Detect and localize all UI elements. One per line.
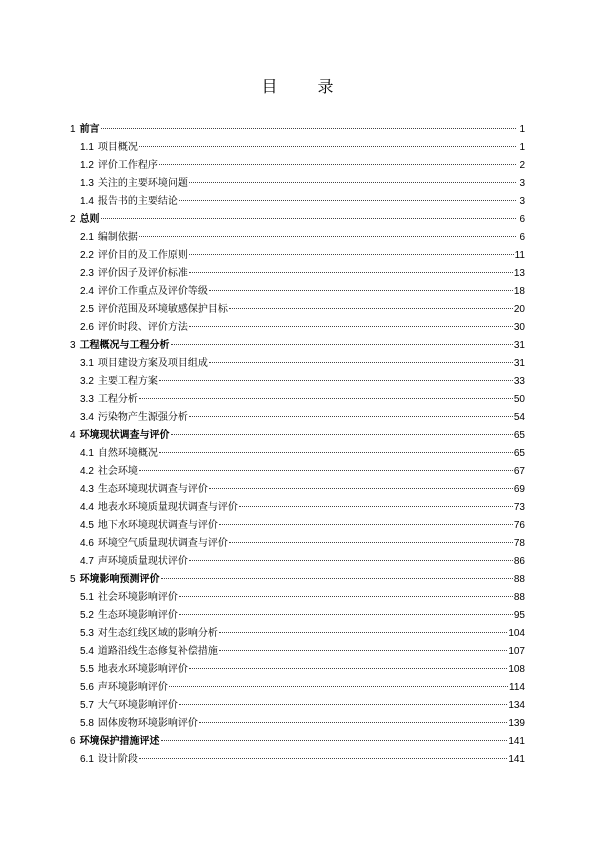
toc-entry-number: 1.2 <box>80 160 94 171</box>
toc-chapter-entry[interactable] <box>70 337 525 355</box>
toc-leader-dots <box>139 398 513 399</box>
toc-leader-dots <box>239 506 513 507</box>
toc-leader-dots <box>189 416 513 417</box>
toc-entry-label: 环境现状调查与评价 <box>79 430 170 441</box>
toc-entry-label: 地表水环境影响评价 <box>97 664 188 675</box>
toc-leader-dots <box>179 596 513 597</box>
toc-entry-label: 固体废物环境影响评价 <box>97 718 198 729</box>
toc-section-entry[interactable] <box>70 175 525 193</box>
toc-entry-page-number: 139 <box>508 718 525 729</box>
toc-entry-number: 3 <box>70 340 76 351</box>
toc-leader-dots <box>189 272 513 273</box>
toc-title-char-1: 目 <box>261 77 278 96</box>
toc-chapter-entry[interactable] <box>70 121 525 139</box>
toc-entry-number: 5.8 <box>80 718 94 729</box>
toc-entry-page-number: 73 <box>513 502 525 513</box>
toc-entry-number: 2.6 <box>80 322 94 333</box>
toc-leader-dots <box>219 632 507 633</box>
toc-entry-page-number: 31 <box>513 358 525 369</box>
toc-entry-label: 评价目的及工作原则 <box>97 250 188 261</box>
toc-leader-dots <box>199 722 507 723</box>
toc-entry-label: 评价时段、评价方法 <box>97 322 188 333</box>
toc-entry-label: 设计阶段 <box>97 754 138 765</box>
toc-entry-number: 5.1 <box>80 592 94 603</box>
toc-entry-number: 4.4 <box>80 502 94 513</box>
toc-leader-dots <box>139 758 507 759</box>
toc-section-entry[interactable] <box>70 625 525 643</box>
toc-entry-page-number: 76 <box>513 520 525 531</box>
toc-entry-label: 道路沿线生态修复补偿措施 <box>97 646 218 657</box>
toc-section-entry[interactable] <box>70 643 525 661</box>
toc-leader-dots <box>159 164 516 165</box>
toc-section-entry[interactable] <box>70 751 525 769</box>
toc-section-entry[interactable] <box>70 499 525 517</box>
toc-entry-label: 声环境质量现状评价 <box>97 556 188 567</box>
toc-entry-number: 2.3 <box>80 268 94 279</box>
toc-entry-label: 地表水环境质量现状调查与评价 <box>97 502 238 513</box>
toc-section-entry[interactable] <box>70 535 525 553</box>
toc-leader-dots <box>159 452 513 453</box>
toc-entry-page-number: 33 <box>513 376 525 387</box>
toc-title-char-2: 录 <box>317 77 334 96</box>
toc-entry-page-number: 67 <box>513 466 525 477</box>
toc-entry-label: 声环境影响评价 <box>97 682 168 693</box>
toc-section-entry[interactable] <box>70 553 525 571</box>
toc-entry-page-number: 95 <box>513 610 525 621</box>
toc-section-entry[interactable] <box>70 265 525 283</box>
toc-entry-label: 报告书的主要结论 <box>97 196 178 207</box>
toc-chapter-entry[interactable] <box>70 733 525 751</box>
toc-leader-dots <box>209 362 513 363</box>
toc-chapter-entry[interactable] <box>70 211 525 229</box>
toc-leader-dots <box>219 650 507 651</box>
toc-section-entry[interactable] <box>70 589 525 607</box>
toc-entry-label: 环境保护措施评述 <box>79 736 160 747</box>
toc-entry-number: 5 <box>70 574 76 585</box>
toc-section-entry[interactable] <box>70 409 525 427</box>
toc-entry-label: 前言 <box>79 124 100 135</box>
toc-leader-dots <box>189 560 513 561</box>
toc-entry-number: 2.5 <box>80 304 94 315</box>
toc-entry-label: 评价因子及评价标准 <box>97 268 188 279</box>
toc-entry-number: 4.6 <box>80 538 94 549</box>
toc-entry-number: 2.1 <box>80 232 94 243</box>
toc-entry-page-number: 1 <box>519 124 525 135</box>
toc-entry-page-number: 65 <box>513 448 525 459</box>
toc-entry-label: 评价工作程序 <box>97 160 158 171</box>
toc-entry-number: 4.7 <box>80 556 94 567</box>
toc-entry-number: 6 <box>70 736 76 747</box>
toc-entry-page-number: 88 <box>513 592 525 603</box>
toc-entry-label: 生态环境现状调查与评价 <box>97 484 208 495</box>
toc-entry-number: 5.6 <box>80 682 94 693</box>
toc-title <box>0 74 595 97</box>
toc-entry-label: 主要工程方案 <box>97 376 158 387</box>
toc-entry-label: 对生态红线区域的影响分析 <box>97 628 218 639</box>
toc-entry-page-number: 65 <box>513 430 525 441</box>
toc-entry-number: 3.4 <box>80 412 94 423</box>
toc-entry-label: 生态环境影响评价 <box>97 610 178 621</box>
toc-entry-page-number: 31 <box>513 340 525 351</box>
toc-entry-page-number: 108 <box>508 664 525 675</box>
toc-entry-number: 2.2 <box>80 250 94 261</box>
toc-leader-dots <box>161 740 508 741</box>
toc-leader-dots <box>101 218 516 219</box>
toc-entry-page-number: 54 <box>513 412 525 423</box>
toc-entry-page-number: 88 <box>513 574 525 585</box>
toc-section-entry[interactable] <box>70 679 525 697</box>
toc-section-entry[interactable] <box>70 247 525 265</box>
toc-section-entry[interactable] <box>70 355 525 373</box>
toc-entry-page-number: 13 <box>513 268 525 279</box>
toc-entry-page-number: 6 <box>519 214 525 225</box>
toc-entry-page-number: 78 <box>513 538 525 549</box>
toc-leader-dots <box>159 380 513 381</box>
toc-entry-number: 1.3 <box>80 178 94 189</box>
toc-entry-label: 社会环境影响评价 <box>97 592 178 603</box>
toc-entry-page-number: 1 <box>519 142 525 153</box>
toc-entry-label: 工程分析 <box>97 394 138 405</box>
toc-section-entry[interactable] <box>70 301 525 319</box>
toc-leader-dots <box>189 254 514 255</box>
toc-entry-number: 4.2 <box>80 466 94 477</box>
toc-entry-page-number: 30 <box>513 322 525 333</box>
toc-entry-number: 5.4 <box>80 646 94 657</box>
toc-section-entry[interactable] <box>70 445 525 463</box>
toc-leader-dots <box>189 668 507 669</box>
toc-leader-dots <box>209 488 513 489</box>
toc-section-entry[interactable] <box>70 517 525 535</box>
toc-entry-number: 3.3 <box>80 394 94 405</box>
toc-leader-dots <box>171 434 513 435</box>
toc-entry-number: 2.4 <box>80 286 94 297</box>
toc-entry-number: 1.1 <box>80 142 94 153</box>
toc-entry-label: 自然环境概况 <box>97 448 158 459</box>
toc-entry-page-number: 3 <box>519 196 525 207</box>
toc-entry-page-number: 11 <box>514 250 525 261</box>
toc-section-entry[interactable] <box>70 697 525 715</box>
toc-section-entry[interactable] <box>70 229 525 247</box>
toc-section-entry[interactable] <box>70 373 525 391</box>
toc-leader-dots <box>101 128 516 129</box>
toc-entry-page-number: 141 <box>508 736 525 747</box>
toc-entry-number: 1.4 <box>80 196 94 207</box>
toc-entry-label: 地下水环境现状调查与评价 <box>97 520 218 531</box>
toc-leader-dots <box>139 470 513 471</box>
toc-entry-number: 4.1 <box>80 448 94 459</box>
toc-leader-dots <box>179 704 507 705</box>
toc-entry-number: 4 <box>70 430 76 441</box>
toc-entry-number: 5.3 <box>80 628 94 639</box>
toc-leader-dots <box>209 290 513 291</box>
toc-section-entry[interactable] <box>70 193 525 211</box>
toc-section-entry[interactable] <box>70 715 525 733</box>
toc-entry-number: 2 <box>70 214 76 225</box>
toc-section-entry[interactable] <box>70 157 525 175</box>
toc-entry-label: 项目概况 <box>97 142 138 153</box>
toc-leader-dots <box>169 686 508 687</box>
toc-entry-page-number: 6 <box>519 232 525 243</box>
toc-entry-label: 环境空气质量现状调查与评价 <box>97 538 228 549</box>
toc-entry-label: 工程概况与工程分析 <box>79 340 170 351</box>
toc-leader-dots <box>229 308 513 309</box>
toc-entry-page-number: 18 <box>513 286 525 297</box>
toc-entry-page-number: 86 <box>513 556 525 567</box>
toc-section-entry[interactable] <box>70 463 525 481</box>
toc-section-entry[interactable] <box>70 283 525 301</box>
table-of-contents <box>70 121 525 769</box>
toc-section-entry[interactable] <box>70 391 525 409</box>
toc-leader-dots <box>139 236 516 237</box>
toc-entry-page-number: 107 <box>508 646 525 657</box>
toc-entry-label: 总则 <box>79 214 100 225</box>
toc-leader-dots <box>219 524 513 525</box>
toc-entry-label: 大气环境影响评价 <box>97 700 178 711</box>
toc-entry-label: 评价工作重点及评价等级 <box>97 286 208 297</box>
toc-section-entry[interactable] <box>70 607 525 625</box>
toc-entry-label: 社会环境 <box>97 466 138 477</box>
toc-section-entry[interactable] <box>70 139 525 157</box>
toc-entry-page-number: 141 <box>508 754 525 765</box>
toc-entry-label: 关注的主要环境问题 <box>97 178 188 189</box>
toc-entry-number: 4.3 <box>80 484 94 495</box>
toc-entry-number: 6.1 <box>80 754 94 765</box>
toc-entry-label: 编制依据 <box>97 232 138 243</box>
toc-entry-page-number: 104 <box>508 628 525 639</box>
toc-entry-number: 3.1 <box>80 358 94 369</box>
toc-entry-number: 5.2 <box>80 610 94 621</box>
toc-leader-dots <box>229 542 513 543</box>
toc-leader-dots <box>179 200 516 201</box>
toc-entry-page-number: 114 <box>509 682 525 693</box>
toc-entry-number: 5.7 <box>80 700 94 711</box>
toc-leader-dots <box>179 614 513 615</box>
toc-leader-dots <box>189 326 513 327</box>
toc-entry-page-number: 20 <box>513 304 525 315</box>
toc-entry-label: 环境影响预测评价 <box>79 574 160 585</box>
toc-leader-dots <box>161 578 513 579</box>
toc-entry-label: 污染物产生源强分析 <box>97 412 188 423</box>
toc-leader-dots <box>189 182 516 183</box>
toc-entry-page-number: 69 <box>513 484 525 495</box>
toc-entry-number: 1 <box>70 124 76 135</box>
toc-leader-dots <box>171 344 513 345</box>
toc-section-entry[interactable] <box>70 481 525 499</box>
toc-chapter-entry[interactable] <box>70 427 525 445</box>
toc-section-entry[interactable] <box>70 661 525 679</box>
toc-entry-label: 项目建设方案及项目组成 <box>97 358 208 369</box>
toc-chapter-entry[interactable] <box>70 571 525 589</box>
toc-section-entry[interactable] <box>70 319 525 337</box>
toc-entry-page-number: 134 <box>508 700 525 711</box>
toc-entry-label: 评价范围及环境敏感保护目标 <box>97 304 228 315</box>
toc-leader-dots <box>139 146 516 147</box>
toc-entry-page-number: 2 <box>519 160 525 171</box>
toc-entry-page-number: 50 <box>513 394 525 405</box>
toc-entry-number: 3.2 <box>80 376 94 387</box>
toc-entry-page-number: 3 <box>519 178 525 189</box>
toc-entry-number: 5.5 <box>80 664 94 675</box>
toc-entry-number: 4.5 <box>80 520 94 531</box>
